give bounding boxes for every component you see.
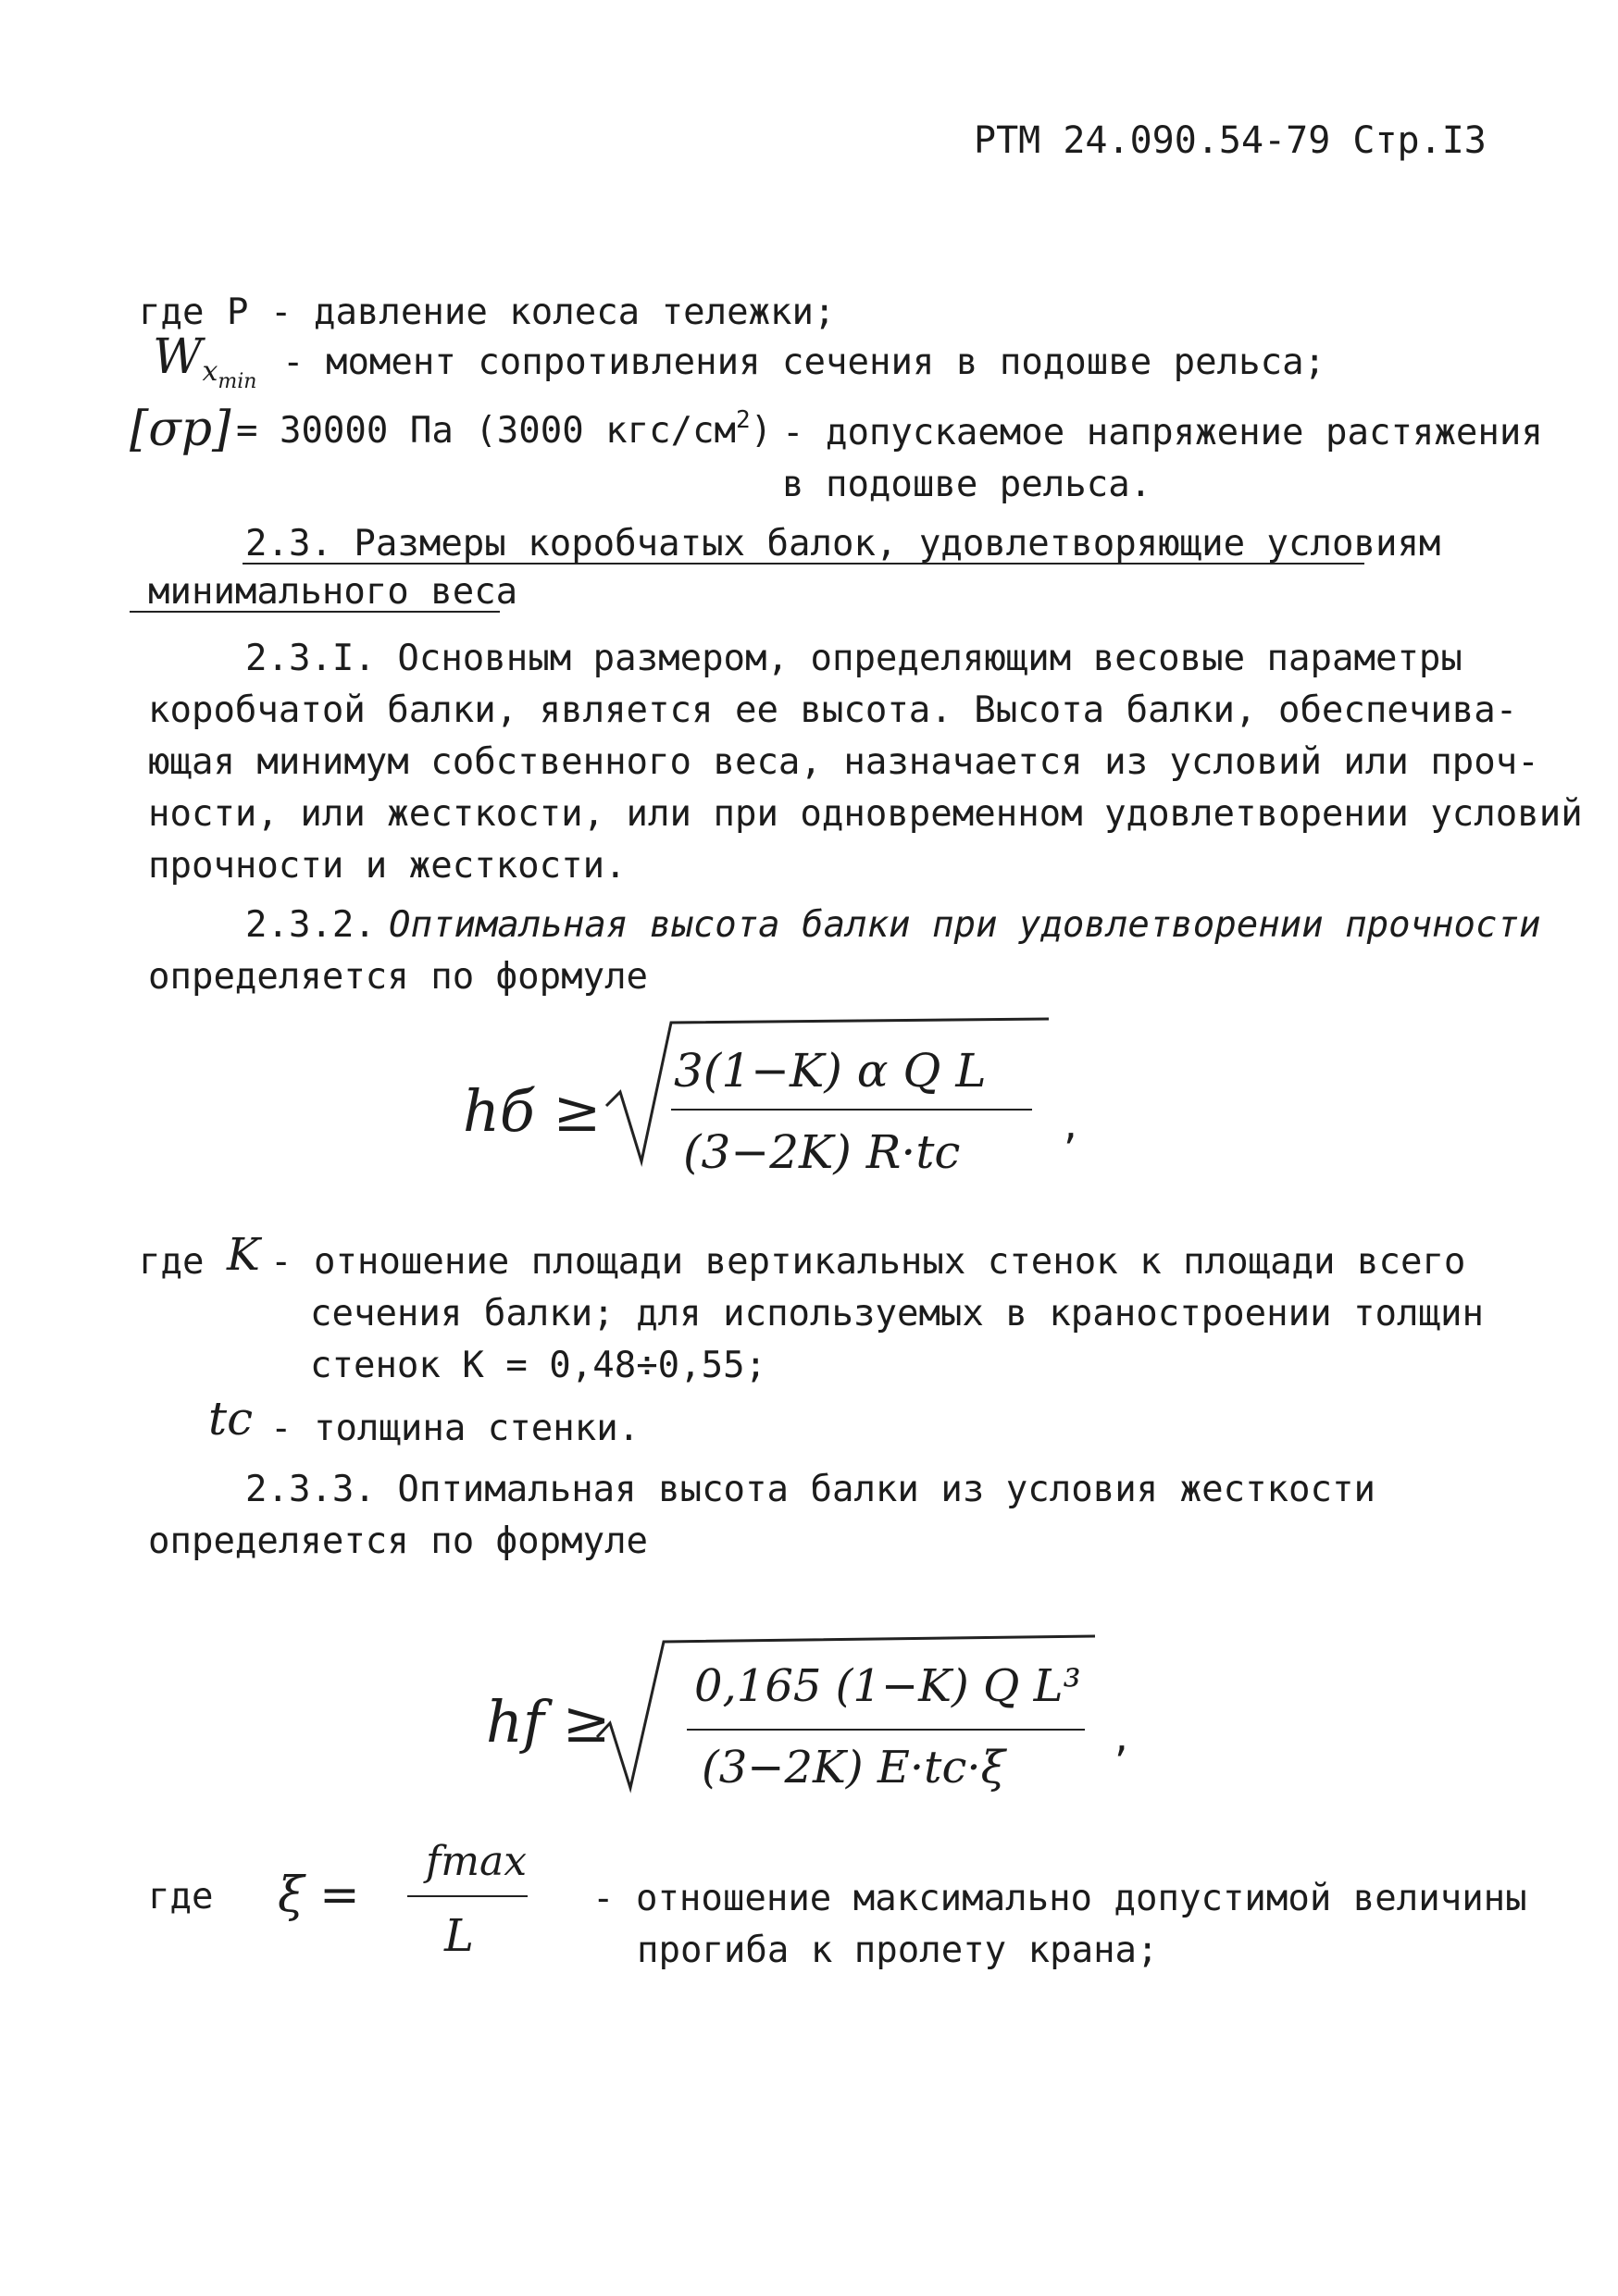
def-tc-symbol: tc xyxy=(208,1392,254,1446)
def-xi-fraction-bar xyxy=(407,1895,528,1897)
p231-line3: ющая минимум собственного веса, назначается из условий или проч- xyxy=(148,741,1539,783)
formula2-lhs: hf ≥ xyxy=(486,1688,611,1756)
def-p-prefix: где xyxy=(139,292,205,333)
def-xi-line2: прогиба к пролету крана; xyxy=(637,1930,1159,1971)
section-heading-underline1 xyxy=(243,563,1364,565)
formula1-lhs: hб ≥ xyxy=(463,1077,602,1145)
formula2-denominator: (3−2K) E·tc·ξ xyxy=(702,1742,1006,1793)
def-sigma-symbol: [σp] xyxy=(130,402,231,457)
def-sigma-text: - допускаемое напряжение растяжения xyxy=(782,412,1543,453)
p231-line5: прочности и жесткости. xyxy=(148,845,627,887)
def-wx-text: - момент сопротивления сечения в подошве рельса; xyxy=(282,341,1326,383)
def-xi-frac-numerator: fmax xyxy=(426,1838,528,1885)
p233-line2: определяется по формуле xyxy=(148,1520,649,1562)
page-header: РТМ 24.090.54-79 Стр.I3 xyxy=(974,119,1487,162)
def-tc-text: - толщина стенки. xyxy=(270,1408,641,1449)
def-sigma-text-2: в подошве рельса. xyxy=(782,464,1152,505)
def-k-symbol: K xyxy=(227,1229,260,1281)
def-xi-prefix: где xyxy=(148,1876,214,1917)
section-heading-underline2 xyxy=(130,611,500,613)
p232-number: 2.3.2. xyxy=(245,904,376,946)
def-sigma-value: = 30000 Па (3000 кгс/$см^2$) xyxy=(236,406,773,452)
def-k-prefix: где xyxy=(139,1241,205,1283)
p232-line2: определяется по формуле xyxy=(148,956,649,998)
def-k-line1: - отношение площади вертикальных стенок к площади всего xyxy=(270,1241,1466,1283)
p231-line1: 2.3.I. Основным размером, определяющим весовые параметры xyxy=(245,638,1462,679)
formula1-denominator: (3−2K) R·tc xyxy=(683,1125,961,1179)
p231-line2: коробчатой балки, является ее высота. Высота балки, обеспечива- xyxy=(148,689,1518,731)
section-heading-line2: минимального веса xyxy=(148,571,518,613)
formula2-fraction-bar xyxy=(687,1729,1085,1731)
def-p-text: - давление колеса тележки; xyxy=(270,292,836,333)
def-k-line3: стенок К = 0,48÷0,55; xyxy=(310,1345,767,1386)
def-k-line2: сечения балки; для используемых в краностроении толщин xyxy=(310,1293,1484,1334)
section-heading-line1: 2.3. Размеры коробчатых балок, удовлетворяющие условиям xyxy=(245,523,1441,565)
def-xi-symbol: ξ = xyxy=(278,1868,360,1923)
formula1-numerator: 3(1−K) α Q L xyxy=(674,1044,987,1098)
p233-line1: 2.3.3. Оптимальная высота балки из условия жесткости xyxy=(245,1469,1375,1510)
formula2-trailing-comma: , xyxy=(1111,1719,1133,1760)
def-p-symbol: Р xyxy=(227,292,249,333)
p232-line1: Оптимальная высота балки при удовлетворении прочности xyxy=(389,904,1541,946)
def-xi-frac-denominator: L xyxy=(444,1910,474,1962)
def-xi-line1: - отношение максимально допустимой величины xyxy=(592,1878,1527,1919)
formula2-numerator: 0,165 (1−K) Q L³ xyxy=(694,1660,1081,1712)
p231-line4: ности, или жесткости, или при одновременном удовлетворении условий xyxy=(148,793,1583,835)
formula1-trailing-comma: , xyxy=(1060,1106,1082,1148)
def-wx-symbol: $Wx_{min}$ xyxy=(153,329,257,393)
formula1-fraction-bar xyxy=(671,1109,1032,1111)
